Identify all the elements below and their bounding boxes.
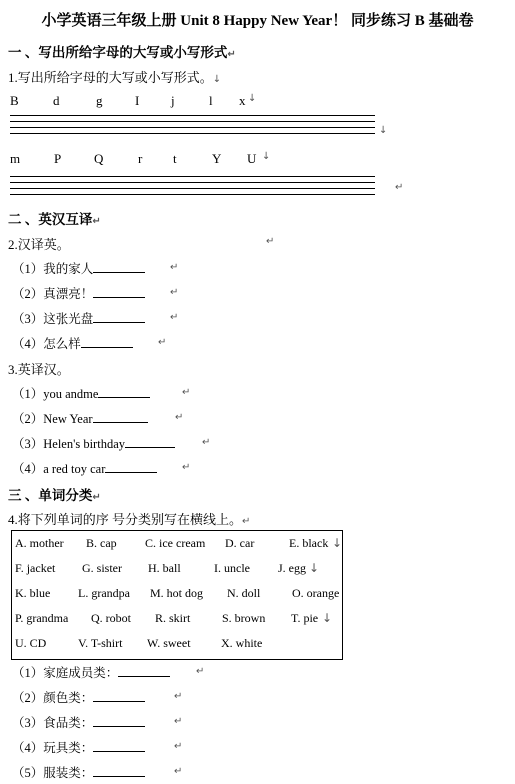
writing-line xyxy=(10,121,375,122)
q2-item xyxy=(12,334,133,352)
letter-cell: x xyxy=(239,93,246,108)
down-mark: ↓ xyxy=(212,74,222,85)
q2-item xyxy=(12,309,145,327)
answer-blank[interactable] xyxy=(93,285,145,298)
word-option: E. black xyxy=(289,536,329,550)
writing-line xyxy=(10,133,375,134)
q1-prompt xyxy=(8,67,221,86)
word-option: P. grandma xyxy=(15,611,69,625)
answer-blank[interactable] xyxy=(93,689,145,702)
down-mark: ↓ xyxy=(379,125,388,136)
answer-blank[interactable] xyxy=(93,764,145,777)
section-1-text: 一 、写出所给字母的大写或小写形式 xyxy=(8,45,228,60)
letter-cell: l xyxy=(209,93,213,108)
word-option: T. pie xyxy=(291,611,319,625)
para-mark: ↵ xyxy=(170,287,179,298)
q3-item-text: （3）Helen's birthday xyxy=(12,437,125,451)
letter-cell: P xyxy=(54,151,62,166)
section-2-heading xyxy=(8,208,101,228)
section-1-heading xyxy=(8,41,236,61)
letter-cell: r xyxy=(138,151,143,166)
word-option: F. jacket xyxy=(15,561,56,575)
para-mark: ↵ xyxy=(175,412,184,423)
q1-prompt-text: 1.写出所给字母的大写或小写形式。 xyxy=(8,70,213,85)
answer-blank[interactable] xyxy=(81,335,133,348)
para-mark: ↵ xyxy=(227,49,236,60)
category-label: （3）食品类： xyxy=(12,716,94,730)
letter-cell: U xyxy=(247,151,257,166)
category-item xyxy=(12,763,145,781)
q3-prompt xyxy=(8,359,70,378)
q3-item-text: （1）you andme xyxy=(12,387,99,401)
q2-item xyxy=(12,259,145,277)
word-option: X. white xyxy=(221,636,263,650)
word-option: L. grandpa xyxy=(78,586,130,600)
letter-cell: B xyxy=(10,93,19,108)
answer-blank[interactable] xyxy=(93,714,145,727)
word-option: S. brown xyxy=(222,611,266,625)
word-option: O. orange xyxy=(292,586,340,600)
answer-blank[interactable] xyxy=(93,410,148,423)
para-mark: ↵ xyxy=(174,691,183,702)
q3-item xyxy=(12,434,175,452)
letter-cell: m xyxy=(10,151,21,166)
word-option: B. cap xyxy=(86,536,117,550)
category-item xyxy=(12,663,170,681)
answer-blank[interactable] xyxy=(93,739,145,752)
answer-blank[interactable] xyxy=(118,664,170,677)
word-option: C. ice cream xyxy=(145,536,206,550)
writing-line xyxy=(10,194,375,195)
word-option: Q. robot xyxy=(91,611,131,625)
word-option: R. skirt xyxy=(155,611,191,625)
category-label: （1）家庭成员类： xyxy=(12,666,119,680)
q4-prompt-text: 4.将下列单词的序 号分类别写在横线上。 xyxy=(8,512,243,527)
word-bank-box xyxy=(11,530,343,660)
word-option: A. mother xyxy=(15,536,64,550)
para-mark: ↵ xyxy=(170,312,179,323)
q3-prompt-text: 3.英译汉。 xyxy=(8,362,70,377)
letter-cell: Q xyxy=(94,151,104,166)
section-3-text: 三 、单词分类 xyxy=(8,488,93,503)
para-mark: ↵ xyxy=(242,516,251,527)
para-mark: ↵ xyxy=(158,337,167,348)
letter-cell: t xyxy=(173,151,177,166)
para-mark: ↵ xyxy=(196,666,205,677)
para-mark: ↵ xyxy=(266,236,275,247)
letter-cell: j xyxy=(171,93,175,108)
word-option: M. hot dog xyxy=(150,586,204,600)
q2-item xyxy=(12,284,145,302)
q2-item-text: （1）我的家人 xyxy=(12,262,94,276)
q4-prompt xyxy=(8,509,250,528)
down-mark: ↓ xyxy=(309,561,320,575)
word-option: U. CD xyxy=(15,636,47,650)
para-mark: ↵ xyxy=(395,182,404,193)
writing-line xyxy=(10,176,375,177)
section-3-heading xyxy=(8,484,101,504)
down-mark: ↓ xyxy=(332,536,343,550)
word-option: I. uncle xyxy=(214,561,250,575)
category-label: （4）玩具类： xyxy=(12,741,94,755)
category-item xyxy=(12,688,145,706)
para-mark: ↵ xyxy=(182,462,191,473)
word-option: J. egg xyxy=(278,561,306,575)
category-label: （2）颜色类： xyxy=(12,691,94,705)
q2-item-text: （4）怎么样 xyxy=(12,337,81,351)
answer-blank[interactable] xyxy=(125,435,175,448)
para-mark: ↵ xyxy=(202,437,211,448)
para-mark: ↵ xyxy=(174,741,183,752)
para-mark: ↵ xyxy=(92,216,101,227)
writing-line xyxy=(10,182,375,183)
letter-cell: I xyxy=(135,93,140,108)
page-title: 小学英语三年级上册 Unit 8 Happy New Year！ 同步练习 B 基础卷 xyxy=(41,13,474,29)
para-mark: ↵ xyxy=(170,262,179,273)
para-mark: ↵ xyxy=(174,716,183,727)
q2-item-text: （2）真漂亮！ xyxy=(12,287,94,301)
answer-blank[interactable] xyxy=(98,385,150,398)
q3-item xyxy=(12,409,148,427)
down-mark: ↓ xyxy=(322,611,333,625)
writing-line xyxy=(10,115,375,116)
category-item xyxy=(12,713,145,731)
para-mark: ↵ xyxy=(174,766,183,777)
section-2-text: 二 、英汉互译 xyxy=(8,212,93,227)
down-mark: ↓ xyxy=(248,93,257,104)
letter-cell: Y xyxy=(212,151,222,166)
para-mark: ↵ xyxy=(92,492,101,503)
letters-row-1 xyxy=(10,93,310,109)
category-item xyxy=(12,738,145,756)
letters-row-2 xyxy=(10,151,310,167)
letter-cell: d xyxy=(53,93,60,108)
letter-cell: g xyxy=(96,93,103,108)
writing-line xyxy=(10,188,375,189)
word-option: N. doll xyxy=(227,586,261,600)
word-option: V. T-shirt xyxy=(78,636,123,650)
q3-item xyxy=(12,384,150,402)
word-option: K. blue xyxy=(15,586,51,600)
word-option: H. ball xyxy=(148,561,181,575)
answer-blank[interactable] xyxy=(93,310,145,323)
q3-item xyxy=(12,459,157,477)
q2-prompt xyxy=(8,234,70,253)
category-label: （5）服装类： xyxy=(12,766,94,780)
q2-prompt-text: 2.汉译英。 xyxy=(8,237,70,252)
word-option: W. sweet xyxy=(147,636,191,650)
word-option: D. car xyxy=(225,536,255,550)
q3-item-text: （2）New Year xyxy=(12,412,93,426)
q3-item-text: （4）a red toy car xyxy=(12,462,106,476)
writing-line xyxy=(10,127,375,128)
q2-item-text: （3）这张光盘 xyxy=(12,312,94,326)
answer-blank[interactable] xyxy=(93,260,145,273)
word-option: G. sister xyxy=(82,561,122,575)
para-mark: ↵ xyxy=(182,387,191,398)
answer-blank[interactable] xyxy=(105,460,157,473)
down-mark: ↓ xyxy=(262,151,271,162)
